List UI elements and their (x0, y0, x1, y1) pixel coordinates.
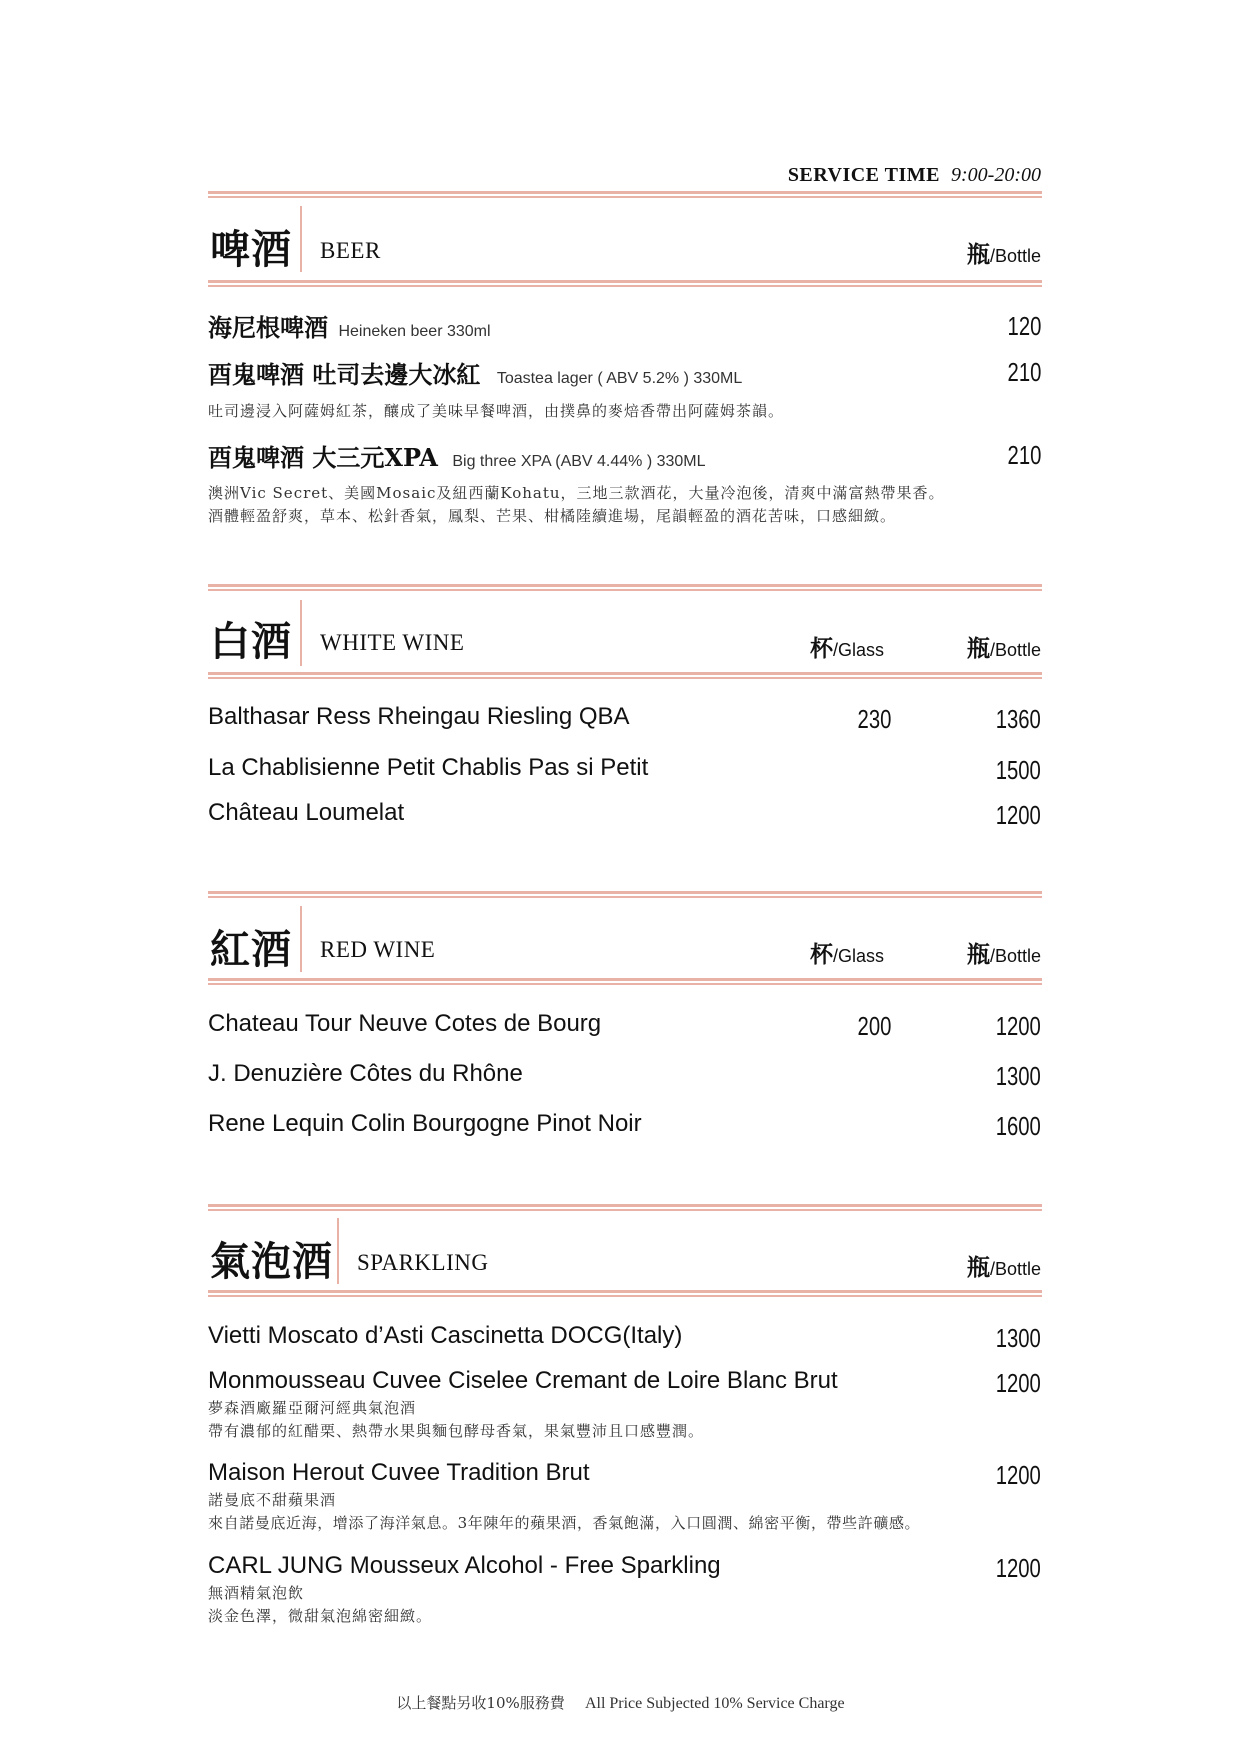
red-rule (208, 978, 1042, 986)
beer-item-heineken (208, 308, 491, 343)
sparkling-desc-carljung-1: 無酒精氣泡飲 (208, 1584, 305, 1602)
sparkling-desc-herout-1: 諾曼底不甜蘋果酒 (208, 1491, 337, 1509)
red-title-en: RED WINE (320, 937, 436, 962)
beer-desc-xpa-2: 酒體輕盈舒爽，草本、松針香氣，鳳梨、芒果、柑橘陸續進場，尾韻輕盈的酒花苦味，口感細緻。 (208, 507, 897, 525)
sparkling-price-monmousseau: 1200 (995, 1368, 1041, 1398)
item-name-cn: 酉鬼啤酒 吐司去邊大冰紅 (208, 360, 481, 389)
red-item-pinot: Rene Lequin Colin Bourgogne Pinot Noir (208, 1110, 642, 1137)
red-glass-bourg: 200 (857, 1011, 891, 1041)
white-glass-unit: 杯/Glass (810, 635, 885, 662)
sparkling-rule (208, 1290, 1042, 1298)
sparkling-price-carljung: 1200 (995, 1553, 1041, 1583)
sparkling-desc-monmousseau-1: 夢森酒廠羅亞爾河經典氣泡酒 (208, 1399, 417, 1417)
service-time-label: SERVICE TIME (787, 164, 941, 186)
item-name-en: Heineken beer 330ml (338, 323, 491, 340)
footer-en: All Price Subjected 10% Service Charge (584, 1695, 845, 1712)
service-time-hours: 9:00-20:00 (951, 164, 1041, 186)
item-name-en: Toastea lager ( ABV 5.2% ) 330ML (496, 370, 743, 387)
beer-rule (208, 280, 1042, 288)
beer-item-toastea (208, 355, 742, 390)
red-bottle-unit: 瓶/Bottle (966, 941, 1041, 968)
item-name-en: Big three XPA (ABV 4.44% ) 330ML (452, 453, 706, 470)
white-bottle-unit: 瓶/Bottle (966, 635, 1041, 662)
white-title-en: WHITE WINE (320, 630, 465, 655)
sparkling-top-rule (208, 1204, 1042, 1212)
white-rule (208, 672, 1042, 680)
white-item-chablis: La Chablisienne Petit Chablis Pas si Petit (208, 754, 649, 781)
beer-item-xpa (208, 438, 706, 473)
beer-bottle-unit: 瓶/Bottle (966, 241, 1041, 268)
beer-price-heineken: 120 (1007, 311, 1041, 341)
red-price-rhone: 1300 (995, 1061, 1041, 1091)
beer-price-xpa: 210 (1007, 440, 1041, 470)
red-title-divider (300, 906, 302, 972)
red-top-rule (208, 891, 1042, 899)
white-price-loumelat: 1200 (995, 800, 1041, 830)
beer-title-divider (300, 206, 302, 272)
red-price-bourg: 1200 (995, 1011, 1041, 1041)
red-price-pinot: 1600 (995, 1111, 1041, 1141)
sparkling-desc-herout-2: 來自諾曼底近海，增添了海洋氣息。3年陳年的蘋果酒，香氣飽滿，入口圓潤、綿密平衡，帶些許礦感。 (208, 1514, 921, 1532)
white-title-cn: 白酒 (210, 618, 292, 665)
item-name-cn: 酉鬼啤酒 大三元XPA (208, 443, 438, 472)
red-title-cn: 紅酒 (210, 926, 292, 973)
beer-price-toastea: 210 (1007, 357, 1041, 387)
sparkling-item-monmousseau: Monmousseau Cuvee Ciselee Cremant de Loire Blanc Brut (208, 1367, 838, 1394)
white-item-riesling: Balthasar Ress Rheingau Riesling QBA (208, 703, 630, 730)
white-item-loumelat: Château Loumelat (208, 799, 405, 826)
header-rule (208, 191, 1042, 199)
sparkling-item-carljung: CARL JUNG Mousseux Alcohol - Free Sparkling (208, 1552, 721, 1579)
red-item-rhone: J. Denuzière Côtes du Rhône (208, 1060, 523, 1087)
footer-note (0, 1692, 1241, 1713)
white-title-divider (300, 600, 302, 666)
red-glass-unit: 杯/Glass (810, 941, 885, 968)
sparkling-title-en: SPARKLING (357, 1250, 489, 1275)
white-price-riesling: 1360 (995, 704, 1041, 734)
service-time (788, 164, 1041, 187)
beer-desc-xpa-1: 澳洲Vic Secret、美國Mosaic及紐西蘭Kohatu，三地三款酒花，大量冷泡後，清爽中滿富熱帶果香。 (208, 484, 945, 502)
sparkling-price-herout: 1200 (995, 1460, 1041, 1490)
footer-cn: 以上餐點另收10%服務費 (396, 1694, 565, 1712)
white-top-rule (208, 584, 1042, 592)
sparkling-bottle-unit: 瓶/Bottle (966, 1254, 1041, 1281)
white-glass-riesling: 230 (857, 704, 891, 734)
sparkling-item-vietti: Vietti Moscato d’Asti Cascinetta DOCG(Italy) (208, 1322, 683, 1349)
beer-title-cn: 啤酒 (210, 226, 292, 273)
red-item-bourg: Chateau Tour Neuve Cotes de Bourg (208, 1010, 602, 1037)
sparkling-desc-monmousseau-2: 帶有濃郁的紅醋栗、熱帶水果與麵包酵母香氣，果氣豐沛且口感豐潤。 (208, 1422, 705, 1440)
sparkling-title-divider (337, 1218, 339, 1284)
beer-title-en: BEER (320, 238, 381, 263)
sparkling-price-vietti: 1300 (995, 1323, 1041, 1353)
beer-desc-toastea: 吐司邊浸入阿薩姆紅茶，釀成了美味早餐啤酒，由撲鼻的麥焙香帶出阿薩姆茶韻。 (208, 402, 785, 420)
white-price-chablis: 1500 (995, 755, 1041, 785)
sparkling-title-cn: 氣泡酒 (210, 1238, 333, 1285)
sparkling-desc-carljung-2: 淡金色澤，微甜氣泡綿密細緻。 (208, 1607, 433, 1625)
item-name-cn: 海尼根啤酒 (208, 313, 328, 342)
sparkling-item-herout: Maison Herout Cuvee Tradition Brut (208, 1459, 590, 1486)
